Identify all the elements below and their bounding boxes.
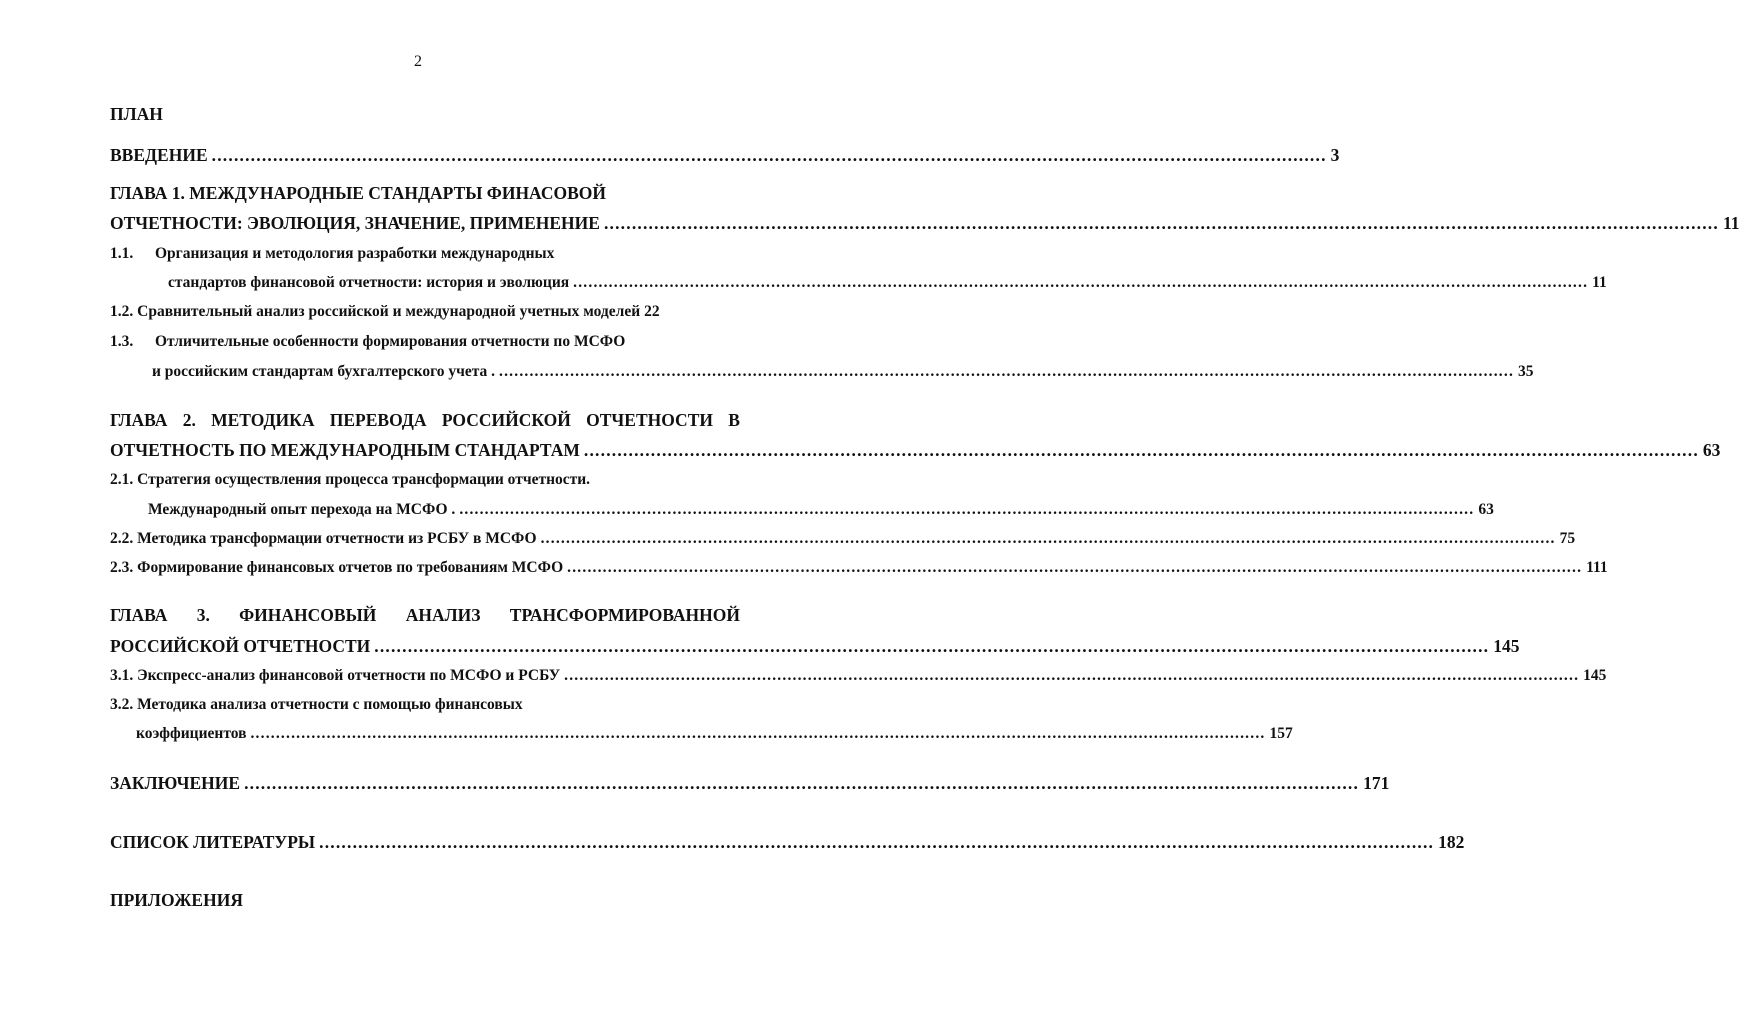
section-1-3-number: 1.3. bbox=[110, 333, 134, 350]
toc-entry-page: 171 bbox=[1363, 773, 1390, 793]
toc-entry-page: 3 bbox=[1330, 145, 1340, 165]
title-word: ПЕРЕВОДА bbox=[329, 410, 427, 430]
toc-entry-page: 111 bbox=[1586, 559, 1608, 576]
section-1-1-number: 1.1. bbox=[110, 245, 134, 262]
title-word: ГЛАВА bbox=[110, 410, 168, 430]
chapter-3-title-line1 bbox=[110, 605, 740, 625]
title-word: В bbox=[728, 410, 740, 430]
toc-entry-intro bbox=[110, 145, 1340, 165]
chapter-1-title-line2 bbox=[110, 213, 1740, 233]
dot-leader: ........................................................................................................................................................................................................ bbox=[459, 501, 1475, 518]
section-2-3 bbox=[110, 558, 1608, 578]
dot-leader: ........................................................................................................................................................................................................ bbox=[573, 274, 1589, 291]
section-2-1-line1: 2.1. Стратегия осуществления процесса трансформации отчетности. bbox=[110, 471, 591, 488]
toc-entry-conclusion bbox=[110, 773, 1390, 793]
dot-leader: ........................................................................................................................................................................................................ bbox=[244, 773, 1360, 793]
section-2-1-line2 bbox=[148, 500, 1494, 520]
toc-entry-title: 2.2. Методика трансформации отчетности из РСБУ в МСФО bbox=[110, 530, 537, 547]
toc-entry-title: Международный опыт перехода на МСФО . bbox=[148, 501, 456, 518]
dot-leader: ........................................................................................................................................................................................................ bbox=[567, 559, 1583, 576]
dot-leader: ........................................................................................................................................................................................................ bbox=[564, 667, 1580, 684]
toc-entry-page: 63 bbox=[1478, 501, 1494, 518]
dot-leader: ........................................................................................................................................................................................................ bbox=[540, 530, 1556, 547]
dot-leader: ........................................................................................................................................................................................................ bbox=[211, 145, 1327, 165]
title-word: ОТЧЕТНОСТИ bbox=[586, 410, 713, 430]
toc-entry-page: 35 bbox=[1518, 363, 1534, 380]
dot-leader: ........................................................................................................................................................................................................ bbox=[319, 832, 1435, 852]
toc-entry-title: РОССИЙСКОЙ ОТЧЕТНОСТИ bbox=[110, 636, 371, 656]
toc-entry-page: 75 bbox=[1559, 530, 1576, 547]
toc-entry-page: 11 bbox=[1592, 274, 1607, 291]
section-1-1-line2 bbox=[168, 273, 1607, 293]
chapter-1-title-line1: ГЛАВА 1. МЕЖДУНАРОДНЫЕ СТАНДАРТЫ ФИНАСОВОЙ bbox=[110, 183, 606, 203]
toc-entry-title: коэффициентов bbox=[136, 725, 247, 742]
title-word: ТРАНСФОРМИРОВАННОЙ bbox=[509, 605, 740, 625]
chapter-2-title-line1 bbox=[110, 410, 740, 430]
section-3-2-line1: 3.2. Методика анализа отчетности с помощью финансовых bbox=[110, 696, 523, 713]
toc-entry-page: 145 bbox=[1493, 636, 1520, 656]
section-1-2 bbox=[110, 302, 740, 322]
toc-entry-title: 1.2. Сравнительный анализ российской и международной учетных моделей bbox=[110, 303, 641, 320]
toc-entry-page: 182 bbox=[1438, 832, 1465, 852]
title-word: АНАЛИЗ bbox=[405, 605, 481, 625]
toc-entry-page: 145 bbox=[1583, 667, 1607, 684]
section-1-3-line2 bbox=[152, 362, 1534, 382]
title-word: РОССИЙСКОЙ bbox=[441, 410, 571, 430]
dot-leader: ........................................................................................................................................................................................................ bbox=[250, 725, 1266, 742]
toc-entry-title: стандартов финансовой отчетности: история и эволюция bbox=[168, 274, 570, 291]
toc-entry-title: СПИСОК ЛИТЕРАТУРЫ bbox=[110, 832, 316, 852]
toc-entry-page: 22 bbox=[644, 303, 660, 320]
chapter-3-title-line2 bbox=[110, 636, 1520, 656]
toc-entry-title: 3.1. Экспресс-анализ финансовой отчетности по МСФО и РСБУ bbox=[110, 667, 561, 684]
section-1-3-line1: Отличительные особенности формирования отчетности по МСФО bbox=[155, 333, 626, 350]
section-1-1-line1: Организация и методология разработки международных bbox=[155, 245, 555, 262]
toc-entry-page: 11 bbox=[1722, 213, 1740, 233]
dot-leader: ........................................................................................................................................................................................................ bbox=[603, 213, 1719, 233]
chapter-2-title-line2 bbox=[110, 440, 1721, 460]
toc-entry-title: и российским стандартам бухгалтерского учета . bbox=[152, 363, 496, 380]
toc-entry-title: ВВЕДЕНИЕ bbox=[110, 145, 208, 165]
dot-leader: ........................................................................................................................................................................................................ bbox=[499, 363, 1515, 380]
title-word: ФИНАНСОВЫЙ bbox=[239, 605, 377, 625]
toc-entry-title: ОТЧЕТНОСТИ: ЭВОЛЮЦИЯ, ЗНАЧЕНИЕ, ПРИМЕНЕНИЕ bbox=[110, 213, 600, 233]
toc-entry-appendix: ПРИЛОЖЕНИЯ bbox=[110, 890, 243, 910]
dot-leader: ........................................................................................................................................................................................................ bbox=[583, 440, 1699, 460]
title-word: 2. bbox=[182, 410, 196, 430]
toc-entry-page: 157 bbox=[1269, 725, 1293, 742]
toc-entry-literature bbox=[110, 832, 1465, 852]
section-2-2 bbox=[110, 529, 1576, 549]
dot-leader: ........................................................................................................................................................................................................ bbox=[374, 636, 1490, 656]
toc-entry-title: 2.3. Формирование финансовых отчетов по требованиям МСФО bbox=[110, 559, 564, 576]
section-3-1 bbox=[110, 666, 1607, 686]
toc-entry-page: 63 bbox=[1702, 440, 1721, 460]
title-word: 3. bbox=[196, 605, 210, 625]
page-number: 2 bbox=[414, 53, 422, 70]
plan-title: ПЛАН bbox=[110, 104, 163, 124]
toc-entry-title: ЗАКЛЮЧЕНИЕ bbox=[110, 773, 241, 793]
toc-entry-title: ОТЧЕТНОСТЬ ПО МЕЖДУНАРОДНЫМ СТАНДАРТАМ bbox=[110, 440, 580, 460]
title-word: МЕТОДИКА bbox=[211, 410, 315, 430]
title-word: ГЛАВА bbox=[110, 605, 168, 625]
section-3-2-line2 bbox=[136, 724, 1293, 744]
